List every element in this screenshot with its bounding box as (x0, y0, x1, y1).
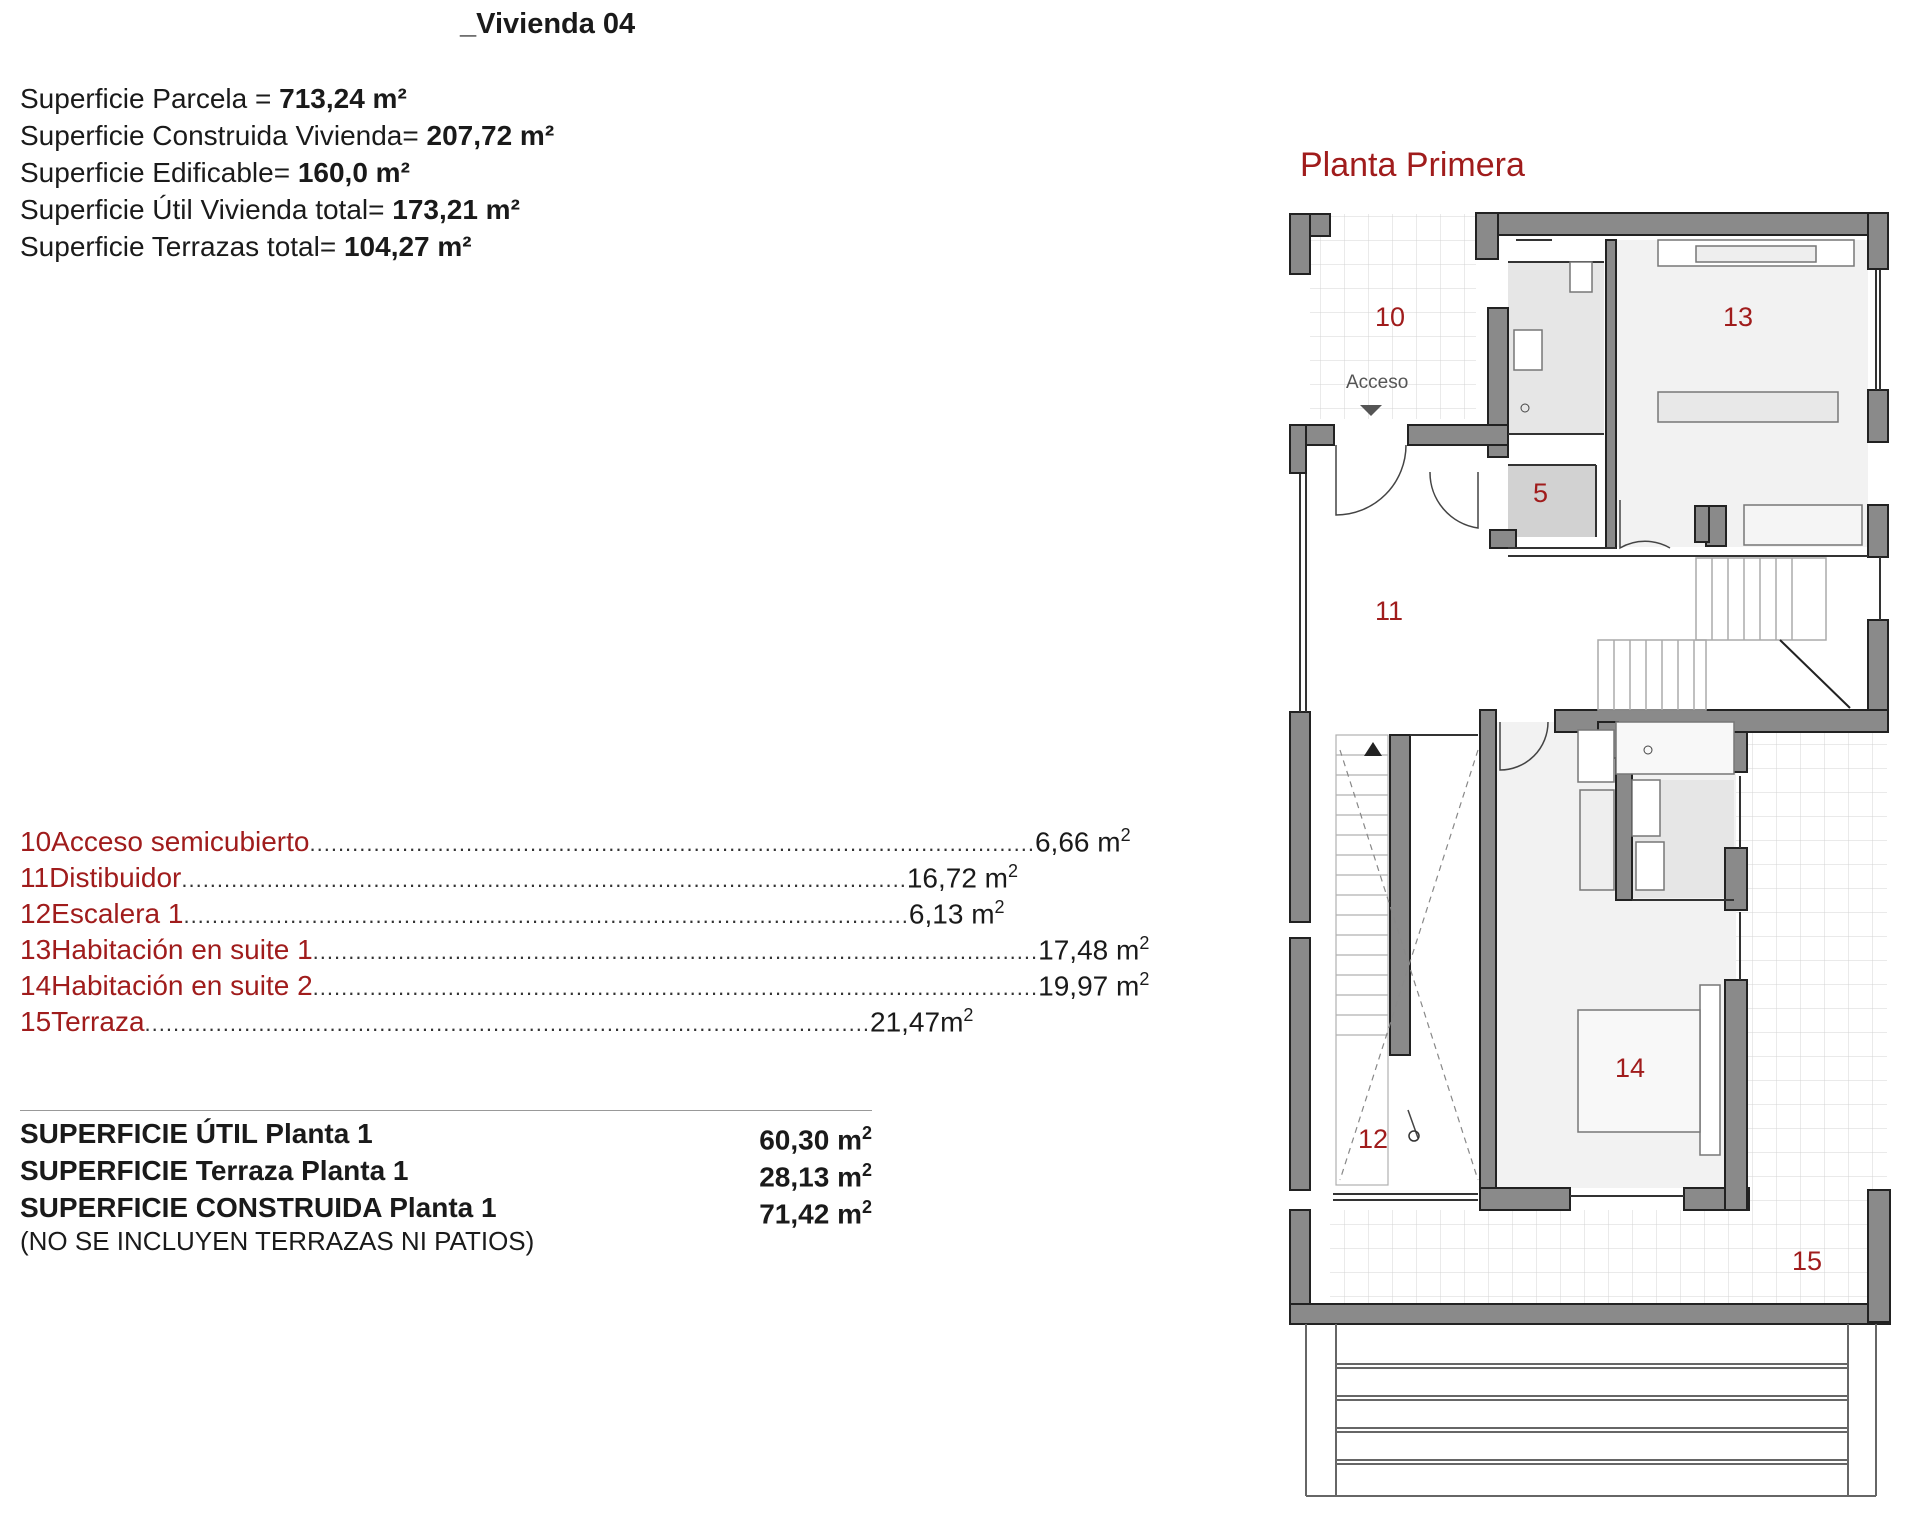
room-row: 14 Habitación en suite 2 ...................................................................................................... 19,97 $m^2$ (20, 969, 1150, 1002)
sheet-title: _Vivienda 04 (460, 8, 636, 40)
stair-arrow-icon (1364, 742, 1382, 756)
summary-row: Superficie Construida Vivienda= 207,72 m² (20, 120, 555, 151)
room-row: 10 Acceso semicubierto ...................................................................................................... 6,66 $m^2$ (20, 825, 1131, 858)
room-label-5: 5 (1533, 478, 1549, 508)
room-row: 15 Terraza ...................................................................................................... $21,47m^2$ (20, 1005, 974, 1038)
room-row: 11 Distibuidor ...................................................................................................... 16,72 $m^2$ (20, 861, 1019, 894)
access-label: Acceso (1346, 372, 1409, 393)
summary-row: Superficie Edificable= 160,0 m² (20, 157, 410, 188)
room-label-15: 15 (1792, 1246, 1823, 1276)
plan-title: Planta Primera (1300, 146, 1525, 184)
room-row: 12 Escalera 1 ...................................................................................................... 6,13 $m^2$ (20, 897, 1005, 930)
summary-row: Superficie Útil Vivienda total= 173,21 m² (20, 194, 520, 225)
room-label-10: 10 (1375, 302, 1406, 332)
room-row: 13 Habitación en suite 1 ...................................................................................................... 17,48 $m^2$ (20, 933, 1150, 966)
terrace-floor-east (1725, 732, 1887, 1214)
room-label-13: 13 (1723, 302, 1754, 332)
stair-upper (1598, 558, 1850, 710)
total-row: SUPERFICIE ÚTIL Planta 1 60,30 $m^2$ (20, 1118, 872, 1156)
exterior-steps (1306, 1324, 1876, 1496)
room-label-12: 12 (1358, 1124, 1389, 1154)
total-row: SUPERFICIE CONSTRUIDA Planta 1 71,42 $m^2$ (20, 1192, 872, 1230)
total-row: SUPERFICIE Terraza Planta 1 28,13 $m^2$ (20, 1155, 872, 1193)
room-label-11: 11 (1375, 596, 1404, 626)
summary-row: Superficie Terrazas total= 104,27 m² (20, 231, 472, 262)
room-label-14: 14 (1615, 1053, 1646, 1083)
totals-note: (NO SE INCLUYEN TERRAZAS NI PATIOS) (20, 1226, 535, 1256)
cupboard-5 (1508, 465, 1596, 537)
summary-row: Superficie Parcela = 713,24 m² (20, 83, 407, 114)
